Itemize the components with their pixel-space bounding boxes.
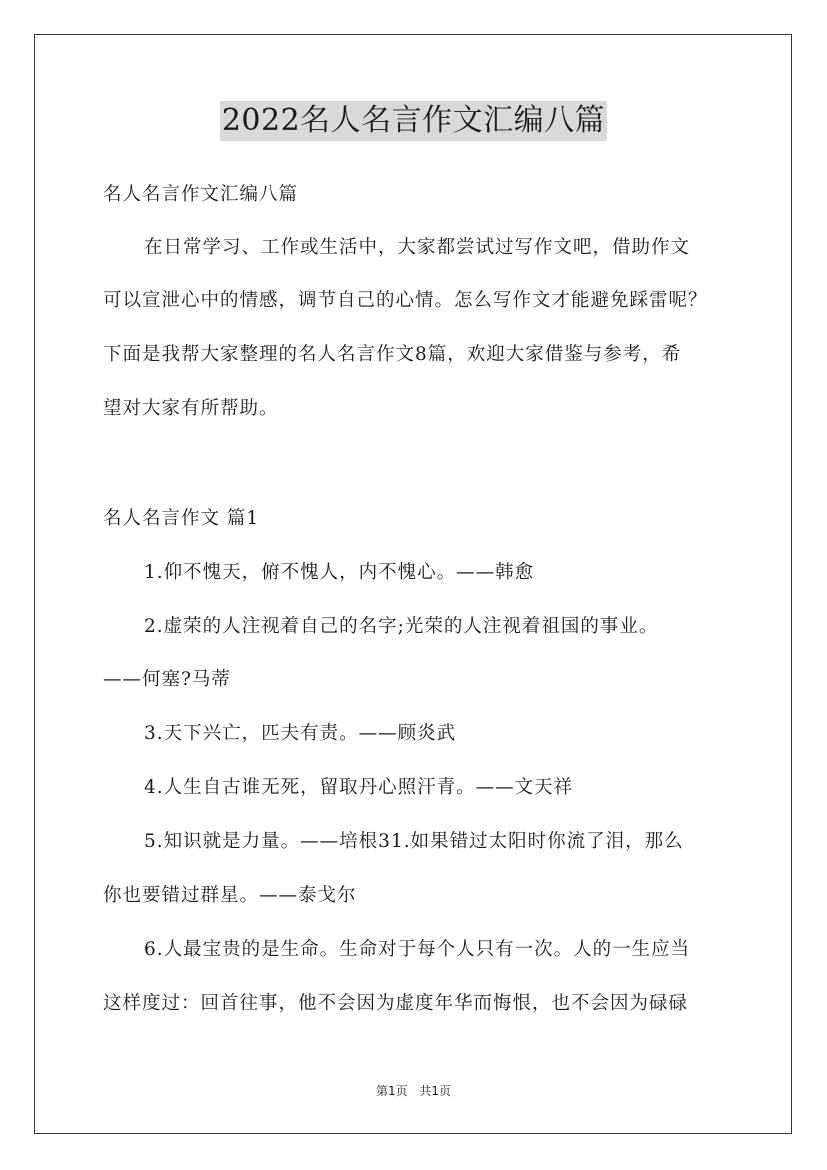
quote-line-6: 6.人最宝贵的是生命。生命对于每个人只有一次。人的一生应当 bbox=[144, 939, 691, 960]
intro-line-2: 可以宣泄心中的情感，调节自己的心情。怎么写作文才能避免踩雷呢？ bbox=[103, 290, 708, 311]
document-title: 2022名人名言作文汇编八篇 bbox=[220, 101, 607, 141]
title-container bbox=[0, 101, 827, 141]
quote-line-5: 5.知识就是力量。——培根31.如果错过太阳时你流了泪，那么 bbox=[144, 831, 684, 852]
quote-line-1: 1.仰不愧天，俯不愧人，内不愧心。——韩愈 bbox=[144, 562, 535, 583]
subtitle-line: 名人名言作文汇编八篇 bbox=[103, 184, 299, 205]
quote-line-3: 3.天下兴亡，匹夫有责。——顾炎武 bbox=[144, 723, 457, 744]
quote-line-5-cont: 你也要错过群星。——泰戈尔 bbox=[103, 885, 357, 906]
intro-line-3: 下面是我帮大家整理的名人名言作文8篇，欢迎大家借鉴与参考，希 bbox=[103, 344, 682, 365]
intro-line-4: 望对大家有所帮助。 bbox=[103, 398, 279, 419]
page-footer bbox=[0, 1083, 827, 1099]
quote-line-6-cont: 这样度过：回首往事，他不会因为虚度年华而悔恨，也不会因为碌碌 bbox=[103, 993, 689, 1014]
section-heading: 名人名言作文 篇1 bbox=[103, 508, 260, 529]
page-total: 共1页 bbox=[419, 1084, 452, 1098]
quote-line-2: 2.虚荣的人注视着自己的名字;光荣的人注视着祖国的事业。 bbox=[144, 616, 659, 637]
quote-line-2-cont: ——何塞?马蒂 bbox=[103, 669, 231, 690]
page-current: 第1页 bbox=[375, 1084, 408, 1098]
quote-line-4: 4.人生自古谁无死，留取丹心照汗青。——文天祥 bbox=[144, 777, 574, 798]
intro-line-1: 在日常学习、工作或生活中，大家都尝试过写作文吧，借助作文 bbox=[144, 237, 691, 258]
